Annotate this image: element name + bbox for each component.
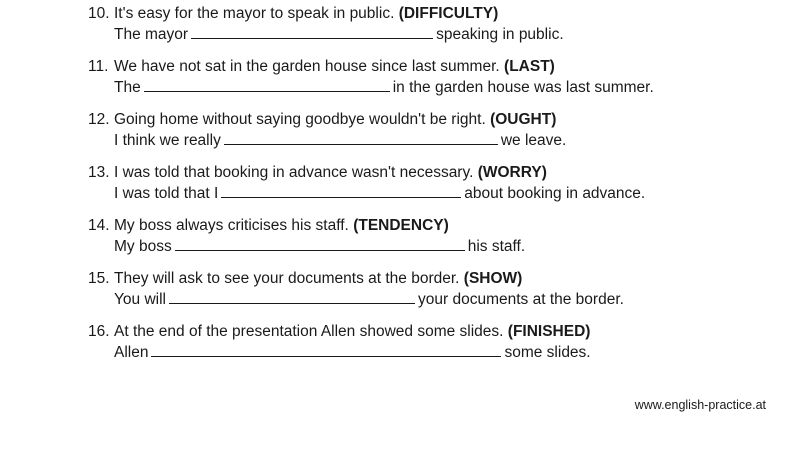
prompt-sentence: Going home without saying goodbye wouldn't be right. xyxy=(114,111,486,128)
item-number: 11. xyxy=(88,58,109,75)
answer-blank[interactable] xyxy=(151,342,501,357)
item-number: 14. xyxy=(88,217,110,234)
answer-end: we leave. xyxy=(500,132,567,149)
keyword: (DIFFICULTY) xyxy=(398,5,499,22)
answer-end: your documents at the border. xyxy=(418,291,624,308)
exercise-item-15 xyxy=(88,268,788,310)
item-number: 16. xyxy=(88,323,110,340)
keyword: (OUGHT) xyxy=(490,111,557,128)
prompt-sentence: They will ask to see your documents at the border. xyxy=(114,270,460,287)
item-number: 10. xyxy=(88,5,110,22)
answer-line xyxy=(88,289,788,310)
prompt-line xyxy=(88,162,788,183)
answer-end: some slides. xyxy=(504,344,591,361)
keyword: (SHOW) xyxy=(463,270,523,287)
answer-start: You will xyxy=(114,291,166,308)
answer-start: The mayor xyxy=(114,26,189,43)
prompt-sentence: It's easy for the mayor to speak in public. xyxy=(114,5,395,22)
prompt-line xyxy=(88,56,788,77)
prompt-sentence: At the end of the presentation Allen showed some slides. xyxy=(114,323,504,340)
keyword: (TENDENCY) xyxy=(353,217,449,234)
prompt-sentence: I was told that booking in advance wasn't necessary. xyxy=(114,164,474,181)
answer-start: The xyxy=(114,79,141,96)
answer-start: Allen xyxy=(114,344,149,361)
keyword: (FINISHED) xyxy=(507,323,591,340)
answer-blank[interactable] xyxy=(175,236,465,251)
prompt-line xyxy=(88,215,788,236)
item-number: 15. xyxy=(88,270,110,287)
prompt-line xyxy=(88,321,788,342)
prompt-sentence: We have not sat in the garden house since last summer. xyxy=(114,58,500,75)
exercise-item-12 xyxy=(88,109,788,151)
exercise-item-13 xyxy=(88,162,788,204)
answer-line xyxy=(88,183,788,204)
exercise-item-16 xyxy=(88,321,788,363)
keyword: (LAST) xyxy=(504,58,555,75)
answer-blank[interactable] xyxy=(221,183,461,198)
keyword: (WORRY) xyxy=(477,164,547,181)
answer-blank[interactable] xyxy=(191,24,433,39)
answer-end: about booking in advance. xyxy=(464,185,646,202)
answer-line xyxy=(88,342,788,363)
answer-blank[interactable] xyxy=(144,77,390,92)
prompt-line xyxy=(88,109,788,130)
answer-line xyxy=(88,130,788,151)
footer-source: www.english-practice.at xyxy=(634,398,766,412)
exercise-item-11 xyxy=(88,56,788,98)
prompt-sentence: My boss always criticises his staff. xyxy=(114,217,349,234)
answer-start: I think we really xyxy=(114,132,221,149)
answer-line xyxy=(88,77,788,98)
answer-blank[interactable] xyxy=(169,289,415,304)
exercise-item-10 xyxy=(88,3,788,45)
answer-line xyxy=(88,236,788,257)
answer-end: speaking in public. xyxy=(436,26,564,43)
answer-end: his staff. xyxy=(467,238,526,255)
exercise-item-14 xyxy=(88,215,788,257)
item-number: 12. xyxy=(88,111,110,128)
answer-blank[interactable] xyxy=(224,130,498,145)
answer-start: My boss xyxy=(114,238,172,255)
prompt-line xyxy=(88,3,788,24)
answer-line xyxy=(88,24,788,45)
item-number: 13. xyxy=(88,164,110,181)
prompt-line xyxy=(88,268,788,289)
answer-end: in the garden house was last summer. xyxy=(392,79,654,96)
answer-start: I was told that I xyxy=(114,185,219,202)
